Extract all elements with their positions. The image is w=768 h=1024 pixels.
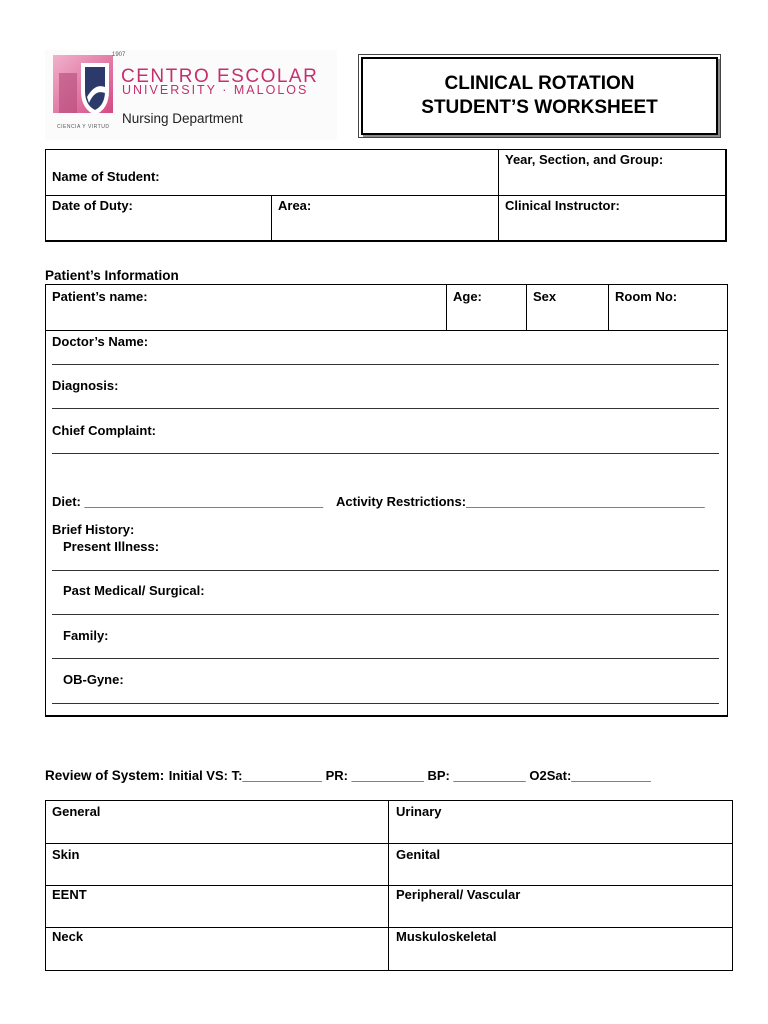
family-label: Family: — [63, 628, 109, 643]
doctor-name-line[interactable] — [52, 364, 719, 365]
diagnosis-label: Diagnosis: — [52, 378, 119, 393]
student-info-table — [45, 149, 727, 242]
review-of-system-table — [45, 800, 733, 971]
date-of-duty-field[interactable]: Date of Duty: — [52, 198, 133, 213]
title-line-1: CLINICAL ROTATION — [444, 73, 635, 94]
logo-university-name: CENTRO ESCOLAR — [121, 66, 319, 87]
past-medical-line[interactable] — [52, 614, 719, 615]
brief-history-label: Brief History: — [52, 522, 135, 537]
general-cell[interactable]: General — [52, 804, 101, 819]
doctor-name-label: Doctor’s Name: — [52, 334, 149, 349]
genital-cell[interactable]: Genital — [396, 847, 441, 862]
logo-motto: CIENCIA Y VIRTUD — [57, 124, 110, 130]
chief-complaint-line[interactable] — [52, 453, 719, 454]
ob-gyne-label: OB-Gyne: — [63, 672, 124, 687]
eent-cell[interactable]: EENT — [52, 887, 87, 902]
past-medical-label: Past Medical/ Surgical: — [63, 583, 205, 598]
area-field[interactable]: Area: — [278, 198, 312, 213]
diagnosis-line[interactable] — [52, 408, 719, 409]
room-no-field[interactable]: Room No: — [615, 289, 678, 304]
university-logo — [45, 50, 337, 140]
urinary-cell[interactable]: Urinary — [396, 804, 442, 819]
clinical-instructor-field[interactable]: Clinical Instructor: — [505, 198, 620, 213]
age-field[interactable]: Age: — [453, 289, 482, 304]
year-section-group-field[interactable]: Year, Section, and Group: — [505, 152, 664, 167]
patient-info-heading: Patient’s Information — [45, 268, 179, 283]
patient-name-field[interactable]: Patient’s name: — [52, 289, 148, 304]
present-illness-line[interactable] — [52, 570, 719, 571]
logo-year: 1907 — [112, 52, 126, 58]
ob-gyne-line[interactable] — [52, 703, 719, 704]
activity-restrictions-field[interactable]: Activity Restrictions:_________________________________ — [336, 494, 705, 509]
worksheet-title-box — [361, 57, 718, 135]
initial-vitals-fields[interactable]: Initial VS: T:___________ PR: __________ BP: __________ O2Sat:___________ — [168, 768, 651, 783]
university-crest-icon — [51, 53, 115, 123]
present-illness-label: Present Illness: — [63, 539, 160, 554]
chief-complaint-label: Chief Complaint: — [52, 423, 156, 438]
diet-field[interactable]: Diet: _________________________________ — [52, 494, 324, 509]
review-of-system-heading: Review of System: — [45, 768, 165, 783]
neck-cell[interactable]: Neck — [52, 929, 84, 944]
name-of-student-field[interactable]: Name of Student: — [52, 169, 160, 184]
logo-department: Nursing Department — [122, 111, 243, 126]
family-line[interactable] — [52, 658, 719, 659]
peripheral-vascular-cell[interactable]: Peripheral/ Vascular — [396, 887, 521, 902]
logo-campus: UNIVERSITY · MALOLOS — [122, 83, 309, 97]
title-line-2: STUDENT’S WORKSHEET — [421, 97, 658, 118]
musculoskeletal-cell[interactable]: Muskuloskeletal — [396, 929, 497, 944]
skin-cell[interactable]: Skin — [52, 847, 80, 862]
sex-field[interactable]: Sex — [533, 289, 557, 304]
review-of-system-header — [45, 767, 651, 785]
